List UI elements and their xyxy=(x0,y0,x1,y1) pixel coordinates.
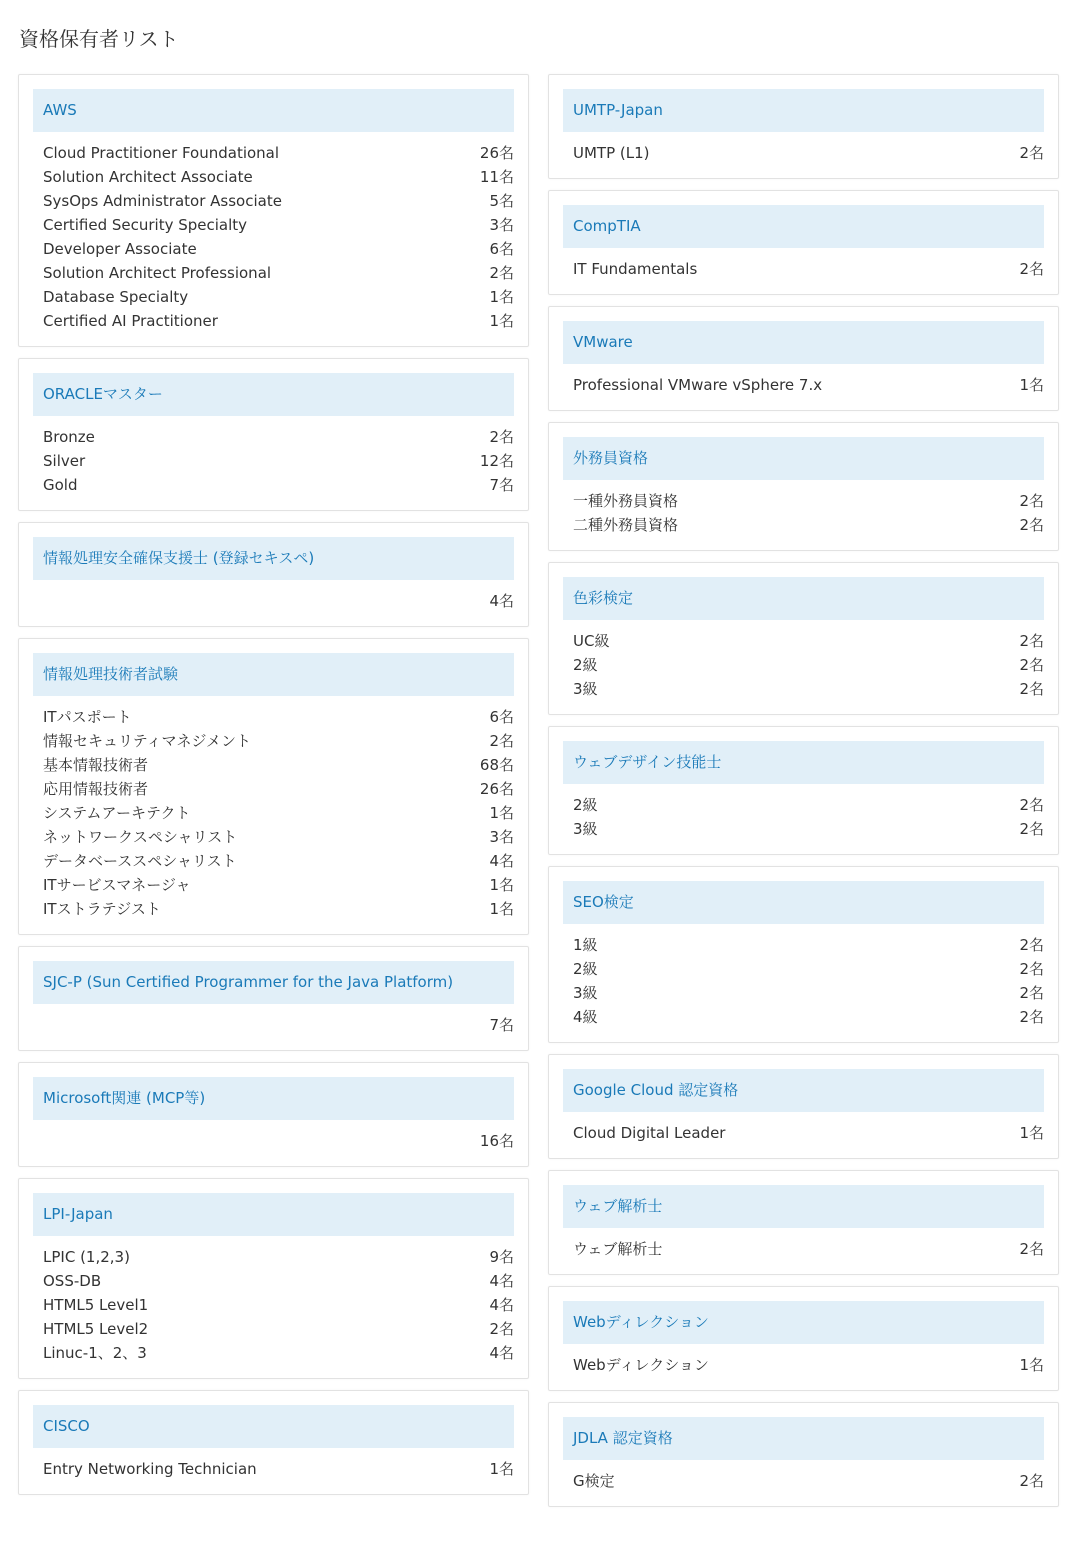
certification-name: Cloud Digital Leader xyxy=(573,1124,726,1142)
holder-count: 2名 xyxy=(1019,820,1044,838)
certification-card xyxy=(18,638,529,935)
certification-card xyxy=(548,1402,1059,1507)
certification-row xyxy=(33,1013,514,1037)
certification-list xyxy=(33,1457,514,1481)
certification-name: 基本情報技術者 xyxy=(43,756,149,774)
certification-card xyxy=(548,1286,1059,1391)
certification-group-title: 外務員資格 xyxy=(563,437,1044,480)
certification-name: 3級 xyxy=(573,680,598,698)
holder-count: 2名 xyxy=(1019,960,1044,978)
holder-count: 2名 xyxy=(1019,656,1044,674)
certification-row xyxy=(563,141,1044,165)
certification-row xyxy=(33,141,514,165)
certification-card xyxy=(548,562,1059,715)
holder-count: 1名 xyxy=(489,804,514,822)
certification-row xyxy=(563,1005,1044,1029)
certification-card xyxy=(18,74,529,347)
holder-count: 2名 xyxy=(1019,796,1044,814)
certification-list xyxy=(563,933,1044,1029)
certification-group-title: 色彩検定 xyxy=(563,577,1044,620)
certification-name: Professional VMware vSphere 7.x xyxy=(573,376,823,394)
certification-card xyxy=(548,1170,1059,1275)
certification-list xyxy=(563,793,1044,841)
certification-card xyxy=(18,1390,529,1495)
certification-row xyxy=(33,1317,514,1341)
certification-group-title: ORACLEマスター xyxy=(33,373,514,416)
certification-row xyxy=(33,285,514,309)
certification-name: IT Fundamentals xyxy=(573,260,698,278)
certification-card xyxy=(548,1054,1059,1159)
certification-group-title: ウェブデザイン技能士 xyxy=(563,741,1044,784)
certification-group-title: AWS xyxy=(33,89,514,132)
certification-name: 3級 xyxy=(573,984,598,1002)
certification-name: Silver xyxy=(43,452,86,470)
holder-count: 4名 xyxy=(489,852,514,870)
certification-group-title: 情報処理技術者試験 xyxy=(33,653,514,696)
holder-count: 4名 xyxy=(489,1344,514,1362)
holder-count: 1名 xyxy=(1019,376,1044,394)
holder-count: 1名 xyxy=(1019,1356,1044,1374)
certification-row xyxy=(33,729,514,753)
holder-count: 9名 xyxy=(489,1248,514,1266)
certification-row xyxy=(563,933,1044,957)
certification-name: Solution Architect Associate xyxy=(43,168,253,186)
certification-row xyxy=(33,1341,514,1365)
certification-name: UMTP (L1) xyxy=(573,144,650,162)
certification-group-title: CompTIA xyxy=(563,205,1044,248)
certification-name: UC級 xyxy=(573,632,610,650)
certification-name: Linuc-1、2、3 xyxy=(43,1344,147,1362)
certification-row xyxy=(563,957,1044,981)
certification-row xyxy=(33,825,514,849)
page-title: 資格保有者リスト xyxy=(19,27,179,51)
certification-name: 一種外務員資格 xyxy=(573,492,679,510)
holder-count: 6名 xyxy=(489,240,514,258)
certification-group-title: VMware xyxy=(563,321,1044,364)
certification-list xyxy=(33,1129,514,1153)
certification-row xyxy=(563,653,1044,677)
certification-name: 情報セキュリティマネジメント xyxy=(43,732,252,750)
certification-row xyxy=(33,449,514,473)
holder-count: 1名 xyxy=(489,876,514,894)
certification-group-title: 情報処理安全確保支援士 (登録セキスペ) xyxy=(33,537,514,580)
certification-name: LPIC (1,2,3) xyxy=(43,1248,130,1266)
holder-count: 26名 xyxy=(479,780,514,798)
certification-card xyxy=(18,1062,529,1167)
certification-name: ウェブ解析士 xyxy=(573,1240,663,1258)
holder-count: 68名 xyxy=(479,756,514,774)
certification-row xyxy=(33,873,514,897)
holder-count: 1名 xyxy=(489,288,514,306)
certification-name: Database Specialty xyxy=(43,288,189,306)
certification-name: 応用情報技術者 xyxy=(43,780,149,798)
certification-row xyxy=(33,309,514,333)
certification-name: 二種外務員資格 xyxy=(573,516,679,534)
certification-card xyxy=(548,190,1059,295)
certification-row xyxy=(33,897,514,921)
holder-count: 4名 xyxy=(489,1272,514,1290)
certification-card xyxy=(548,306,1059,411)
certification-group-title: Google Cloud 認定資格 xyxy=(563,1069,1044,1112)
holder-count: 3名 xyxy=(489,216,514,234)
holder-count: 2名 xyxy=(489,732,514,750)
holder-count: 2名 xyxy=(1019,260,1044,278)
holder-count: 4名 xyxy=(489,592,514,610)
holder-count: 1名 xyxy=(489,1460,514,1478)
certification-row xyxy=(563,257,1044,281)
holder-count: 5名 xyxy=(489,192,514,210)
holder-count: 1名 xyxy=(1019,1124,1044,1142)
certification-row xyxy=(33,213,514,237)
holder-count: 2名 xyxy=(1019,1240,1044,1258)
certification-name: 4級 xyxy=(573,1008,598,1026)
certification-row xyxy=(33,1293,514,1317)
certification-name: 3級 xyxy=(573,820,598,838)
holder-count: 2名 xyxy=(1019,516,1044,534)
certification-group-title: Microsoft関連 (MCP等) xyxy=(33,1077,514,1120)
certification-row xyxy=(33,1269,514,1293)
certification-list xyxy=(33,141,514,333)
certification-row xyxy=(563,817,1044,841)
certification-name: HTML5 Level2 xyxy=(43,1320,149,1338)
certification-row xyxy=(563,1121,1044,1145)
certification-group-title: ウェブ解析士 xyxy=(563,1185,1044,1228)
certification-card xyxy=(18,946,529,1051)
left-column xyxy=(18,74,529,1506)
certification-list xyxy=(33,589,514,613)
certification-row xyxy=(563,489,1044,513)
certification-row xyxy=(33,753,514,777)
holder-count: 2名 xyxy=(1019,1008,1044,1026)
certification-list xyxy=(563,629,1044,701)
holder-count: 1名 xyxy=(489,900,514,918)
certification-row xyxy=(33,425,514,449)
certification-name: Certified AI Practitioner xyxy=(43,312,218,330)
holder-count: 3名 xyxy=(489,828,514,846)
holder-count: 1名 xyxy=(489,312,514,330)
certification-group-title: UMTP-Japan xyxy=(563,89,1044,132)
holder-count: 11名 xyxy=(479,168,514,186)
certification-card xyxy=(548,726,1059,855)
certification-group-title: SJC-P (Sun Certified Programmer for the Java Platform) xyxy=(33,961,514,1004)
certification-card xyxy=(18,358,529,511)
holder-count: 2名 xyxy=(1019,680,1044,698)
holder-count: 2名 xyxy=(489,264,514,282)
holder-count: 26名 xyxy=(479,144,514,162)
certification-card xyxy=(18,1178,529,1379)
certification-row xyxy=(33,801,514,825)
certification-row xyxy=(33,237,514,261)
certification-list xyxy=(563,1237,1044,1261)
certification-group-title: Webディレクション xyxy=(563,1301,1044,1344)
holder-count: 6名 xyxy=(489,708,514,726)
holder-count: 2名 xyxy=(1019,492,1044,510)
certification-row xyxy=(563,793,1044,817)
holder-count: 2名 xyxy=(1019,1472,1044,1490)
certification-name: Cloud Practitioner Foundational xyxy=(43,144,280,162)
certification-name: ITストラテジスト xyxy=(43,900,161,918)
certification-name: Entry Networking Technician xyxy=(43,1460,257,1478)
certification-list xyxy=(33,1245,514,1365)
certification-row xyxy=(33,589,514,613)
certification-row xyxy=(563,373,1044,397)
certification-row xyxy=(563,1353,1044,1377)
certification-group-title: CISCO xyxy=(33,1405,514,1448)
certification-row xyxy=(563,1469,1044,1493)
certification-name: 2級 xyxy=(573,796,598,814)
certification-name: G検定 xyxy=(573,1472,615,1490)
certification-row xyxy=(33,165,514,189)
certification-list xyxy=(33,425,514,497)
certification-name: Solution Architect Professional xyxy=(43,264,272,282)
certification-group-title: LPI-Japan xyxy=(33,1193,514,1236)
certification-name: ITパスポート xyxy=(43,708,132,726)
certification-row xyxy=(33,849,514,873)
certification-group-title: JDLA 認定資格 xyxy=(563,1417,1044,1460)
certification-list xyxy=(563,1121,1044,1145)
certification-card xyxy=(548,866,1059,1043)
holder-count: 2名 xyxy=(1019,632,1044,650)
certification-name: Developer Associate xyxy=(43,240,197,258)
certification-row xyxy=(33,261,514,285)
certification-row xyxy=(563,677,1044,701)
certification-name: Certified Security Specialty xyxy=(43,216,248,234)
certification-list xyxy=(563,489,1044,537)
certification-name: SysOps Administrator Associate xyxy=(43,192,282,210)
certification-row xyxy=(33,1457,514,1481)
holder-count: 7名 xyxy=(489,476,514,494)
holder-count: 7名 xyxy=(489,1016,514,1034)
certification-name: 2級 xyxy=(573,960,598,978)
holder-count: 2名 xyxy=(1019,984,1044,1002)
certification-card xyxy=(548,74,1059,179)
certification-row xyxy=(33,1245,514,1269)
certification-list xyxy=(563,141,1044,165)
certification-card xyxy=(18,522,529,627)
certification-group-title: SEO検定 xyxy=(563,881,1044,924)
certification-row xyxy=(33,473,514,497)
certification-name: OSS-DB xyxy=(43,1272,102,1290)
holder-count: 4名 xyxy=(489,1296,514,1314)
right-column xyxy=(548,74,1059,1518)
certification-name: システムアーキテクト xyxy=(43,804,191,822)
certification-name: ネットワークスペシャリスト xyxy=(43,828,238,846)
certification-card xyxy=(548,422,1059,551)
certification-name: 1級 xyxy=(573,936,598,954)
certification-list xyxy=(33,1013,514,1037)
certification-list xyxy=(563,373,1044,397)
holder-count: 2名 xyxy=(1019,144,1044,162)
certification-name: Bronze xyxy=(43,428,95,446)
certification-row xyxy=(33,1129,514,1153)
certification-row xyxy=(563,1237,1044,1261)
holder-count: 2名 xyxy=(489,428,514,446)
certification-row xyxy=(563,981,1044,1005)
certification-row xyxy=(563,513,1044,537)
certification-list xyxy=(563,1353,1044,1377)
certification-name: Gold xyxy=(43,476,78,494)
holder-count: 2名 xyxy=(1019,936,1044,954)
certification-row xyxy=(33,705,514,729)
certification-list xyxy=(33,705,514,921)
holder-count: 16名 xyxy=(479,1132,514,1150)
certification-name: HTML5 Level1 xyxy=(43,1296,149,1314)
certification-name: ITサービスマネージャ xyxy=(43,876,191,894)
holder-count: 2名 xyxy=(489,1320,514,1338)
certification-name: データベーススペシャリスト xyxy=(43,852,237,870)
certification-row xyxy=(563,629,1044,653)
certification-list xyxy=(563,257,1044,281)
certification-name: 2級 xyxy=(573,656,598,674)
certification-name: Webディレクション xyxy=(573,1356,709,1374)
certification-row xyxy=(33,189,514,213)
certification-list xyxy=(563,1469,1044,1493)
certification-row xyxy=(33,777,514,801)
holder-count: 12名 xyxy=(479,452,514,470)
